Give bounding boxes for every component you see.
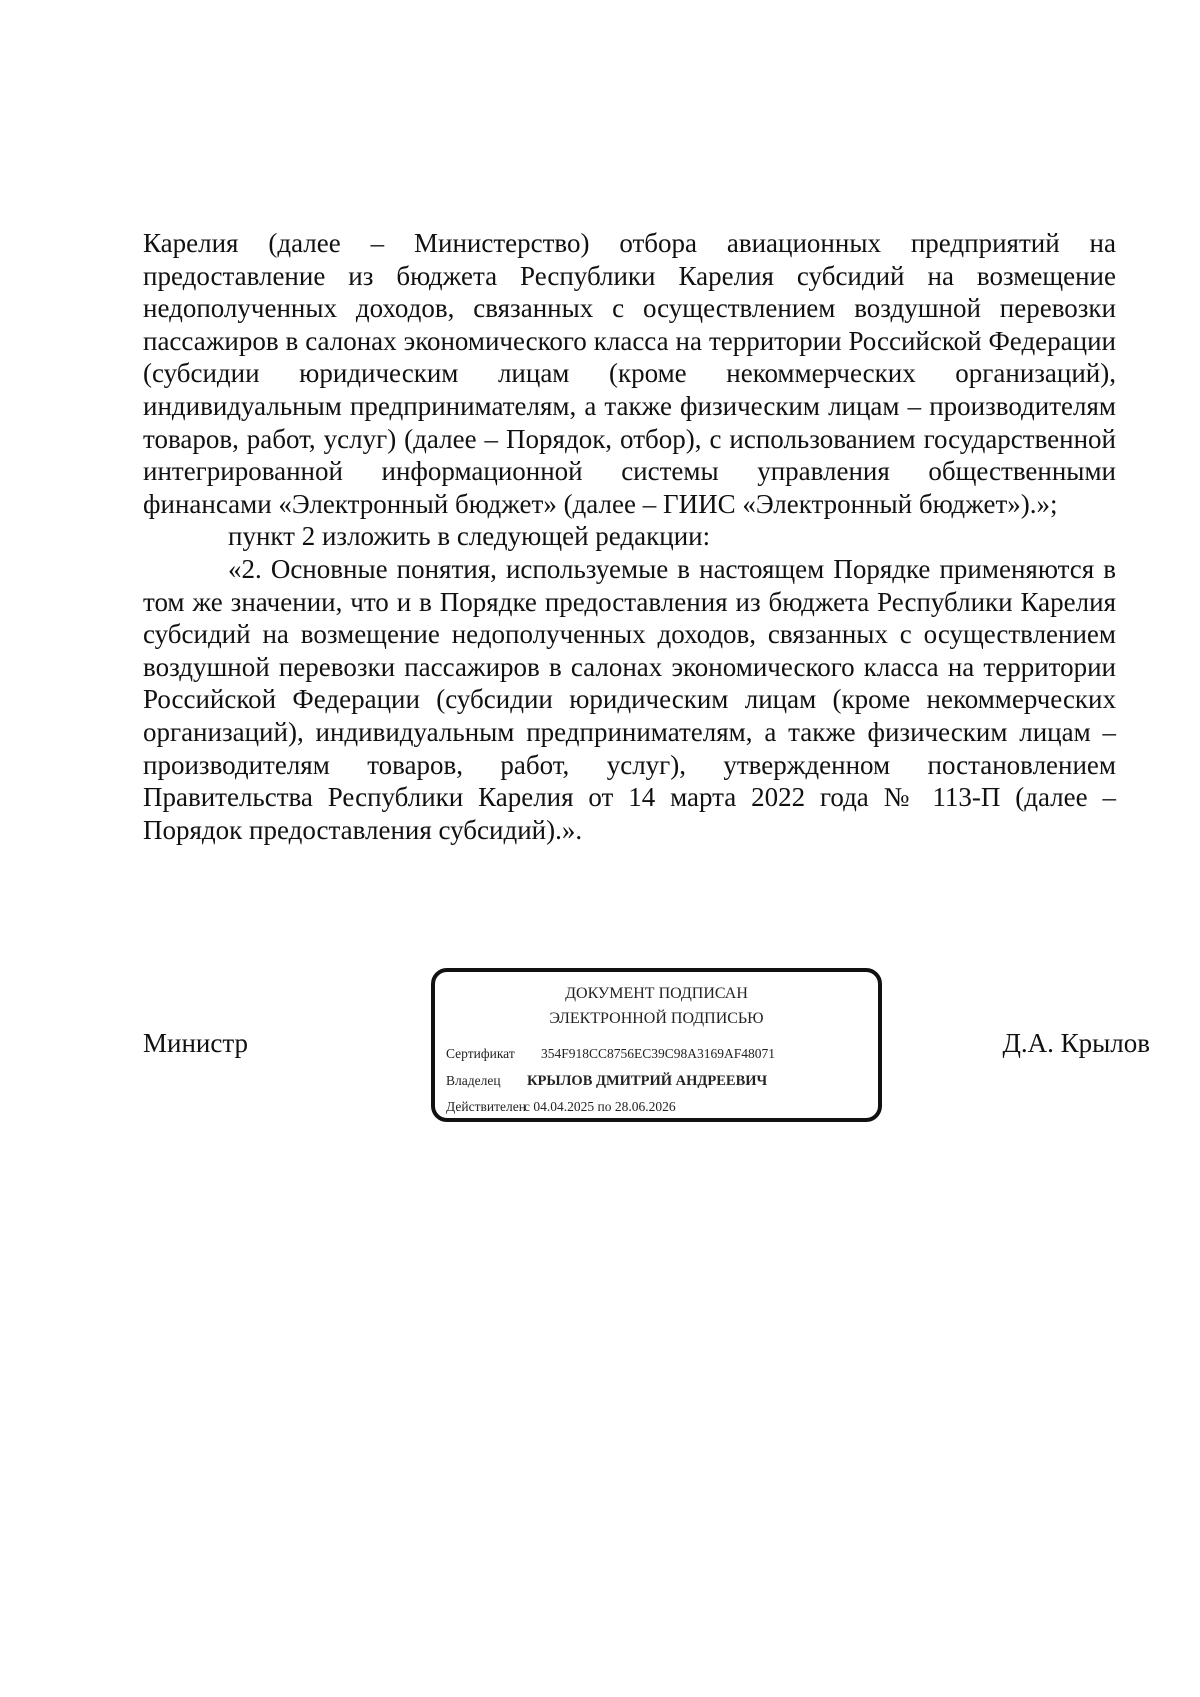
paragraph-amendment-intro: пункт 2 изложить в следующей редакции: [228, 521, 711, 552]
paragraph-clause-2: «2. Основные понятия, используемые в настоящем Порядке применяются в том же значении, что и в Порядке предоставления из бюджета Республики Карелия субсидий на возмещение недополученных доходов, связанных с осуществлением воздушной перевозки пассажиров в салонах экономического класса на территории Российской Федерации (субсидии юридическим лицам (кроме некоммерческих организаций), индивидуальным предпринимателям, а также физическим лицам – производителям товаров, работ, услуг), утвержденном постановлением Правительства Республики Карелия от 14 марта 2022 года № 113-П (далее – Порядок предоставления субсидий).». [143, 553, 1116, 845]
stamp-certificate-value: 354F918CC8756EC39C98A3169AF48071 [541, 1046, 776, 1061]
signer-name: Д.А. Крылов [1002, 1028, 1150, 1058]
stamp-certificate-label: Сертификат [446, 1046, 515, 1061]
stamp-heading-line2: ЭЛЕКТРОННОЙ ПОДПИСЬЮ [549, 1010, 764, 1027]
stamp-owner-label: Владелец [446, 1073, 501, 1088]
stamp-validity-label: Действителен [446, 1099, 526, 1114]
stamp-validity-value: с 04.04.2025 по 28.06.2026 [524, 1099, 676, 1114]
signer-position: Министр [143, 1028, 248, 1058]
electronic-signature-stamp [431, 968, 882, 1122]
stamp-certificate-row [446, 1044, 775, 1064]
stamp-validity-row [446, 1097, 676, 1117]
paragraph-continuation: Карелия (далее – Министерство) отбора авиационных предприятий на предоставление из бюджета Республики Карелия субсидий на возмещение недополученных доходов, связанных с осуществлением воздушной перевозки пассажиров в салонах экономического класса на территории Российской Федерации (субсидии юридическим лицам (кроме некоммерческих организаций), индивидуальным предпринимателям, а также физическим лицам – производителям товаров, работ, услуг) (далее – Порядок, отбор), с использованием государственной интегрированной информационной системы управления общественными финансами «Электронный бюджет» (далее – ГИИС «Электронный бюджет»).»; [143, 228, 1116, 519]
stamp-owner-value: КРЫЛОВ ДМИТРИЙ АНДРЕЕВИЧ [527, 1073, 768, 1089]
stamp-owner-row [446, 1071, 767, 1091]
stamp-heading-line1: ДОКУМЕНТ ПОДПИСАН [565, 985, 748, 1002]
